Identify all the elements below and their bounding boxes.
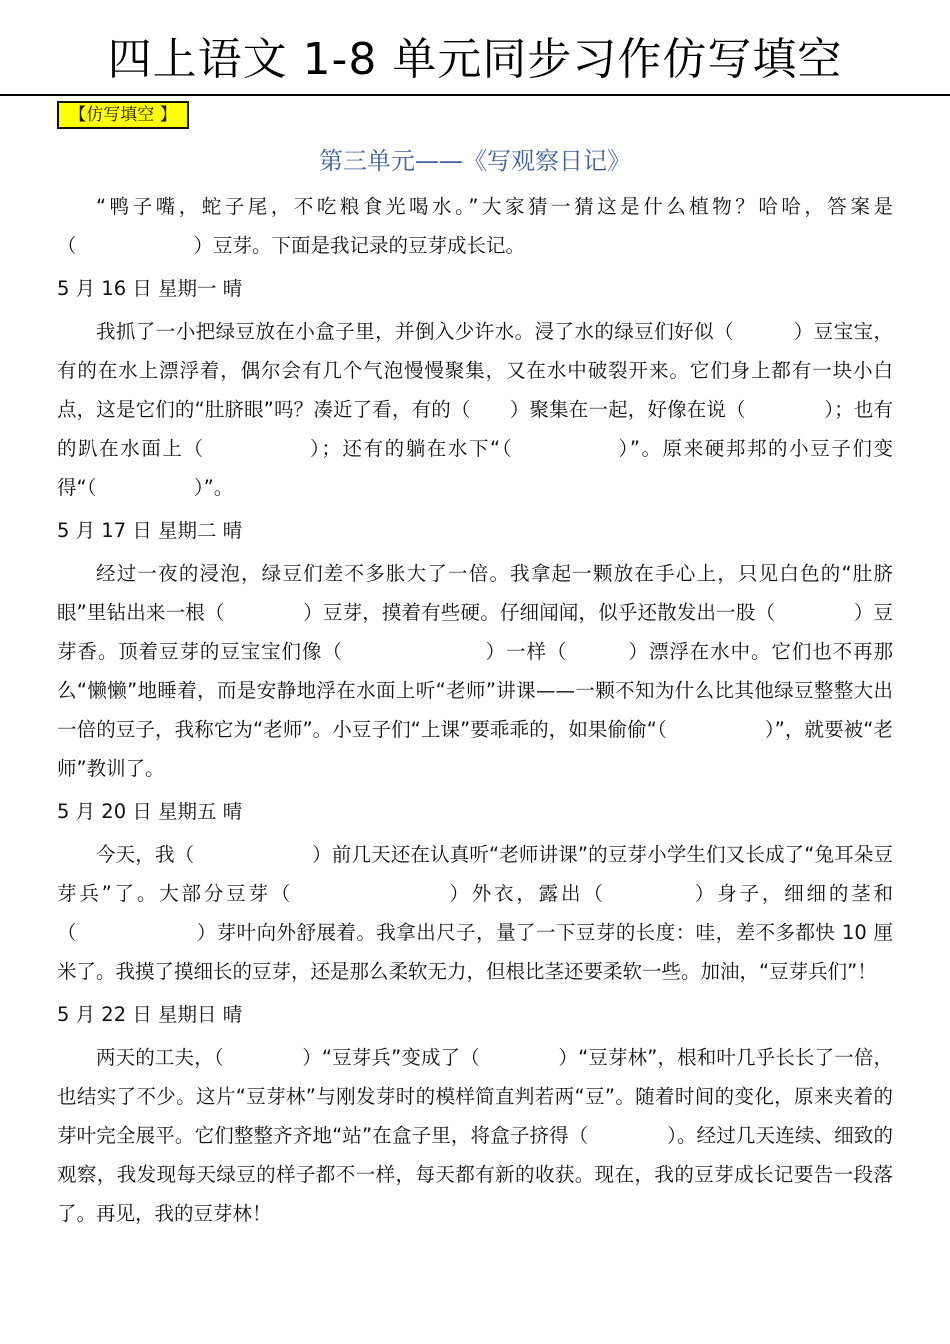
diary-paragraph: 我抓了一小把绿豆放在小盒子里，并倒入少许水。浸了水的绿豆们好似（ ）豆宝宝，有的在水上漂浮着，偶尔会有几个气泡慢慢聚集，又在水中破裂开来。它们身上都有一块小白点，这是它们的“肚脐眼”吗？凑近了看，有的（ ）聚集在一起，好像在说（ ）；也有的趴在水面上（ ）；还有的躺在水下“（ ）”。原来硬邦邦的小豆子们变得“（ ）”。 (57, 320, 893, 499)
diary-paragraph: 经过一夜的浸泡，绿豆们差不多胀大了一倍。我拿起一颗放在手心上，只见白色的“肚脐眼”里钻出来一根（ ）豆芽，摸着有些硬。仔细闻闻，似乎还散发出一股（ ）豆芽香。顶着豆芽的豆宝宝们像（ ）一样（ ）漂浮在水中。它们也不再那么“懒懒”地睡着，而是安静地浮在水面上听“老师”讲课——一颗不知为什么比其他绿豆整整大出一倍的豆子，我称它为“老师”。小豆子们“上课”要乖乖的，如果偷偷“（ ）”，就要被“老师”教训了。 (57, 562, 893, 780)
section-tag: 【仿写填空 】 (57, 101, 189, 129)
diary-date: 5 月 20 日 星期五 晴 (57, 800, 243, 823)
essay-body (57, 187, 893, 1233)
intro-paragraph: “鸭子嘴，蛇子尾，不吃粮食光喝水。”大家猜一猜这是什么植物？哈哈，答案是（ ）豆芽。下面是我记录的豆芽成长记。 (57, 195, 893, 257)
title-divider (0, 94, 950, 96)
document-title: 四上语文 1-8 单元同步习作仿写填空 (107, 34, 843, 85)
diary-date: 5 月 22 日 星期日 晴 (57, 1003, 243, 1026)
diary-date: 5 月 16 日 星期一 晴 (57, 277, 243, 300)
diary-date: 5 月 17 日 星期二 晴 (57, 519, 243, 542)
diary-paragraph: 两天的工夫，（ ）“豆芽兵”变成了（ ）“豆芽林”，根和叶几乎长长了一倍，也结实了不少。这片“豆芽林”与刚发芽时的模样简直判若两“豆”。随着时间的变化，原来夹着的芽叶完全展平。它们整整齐齐地“站”在盒子里，将盒子挤得（ ）。经过几天连续、细致的观察，我发现每天绿豆的样子都不一样，每天都有新的收获。现在，我的豆芽成长记要告一段落了。再见，我的豆芽林！ (57, 1046, 893, 1225)
diary-paragraph: 今天，我（ ）前几天还在认真听“老师讲课”的豆芽小学生们又长成了“兔耳朵豆芽兵”了。大部分豆芽（ ）外衣，露出（ ）身子，细细的茎和（ ）芽叶向外舒展着。我拿出尺子，量了一下豆芽的长度：哇，差不多都快 10 厘米了。我摸了摸细长的豆芽，还是那么柔软无力，但根比茎还要柔软一些。加油，“豆芽兵们”！ (57, 843, 893, 983)
unit-subtitle: 第三单元——《写观察日记》 (319, 147, 631, 175)
